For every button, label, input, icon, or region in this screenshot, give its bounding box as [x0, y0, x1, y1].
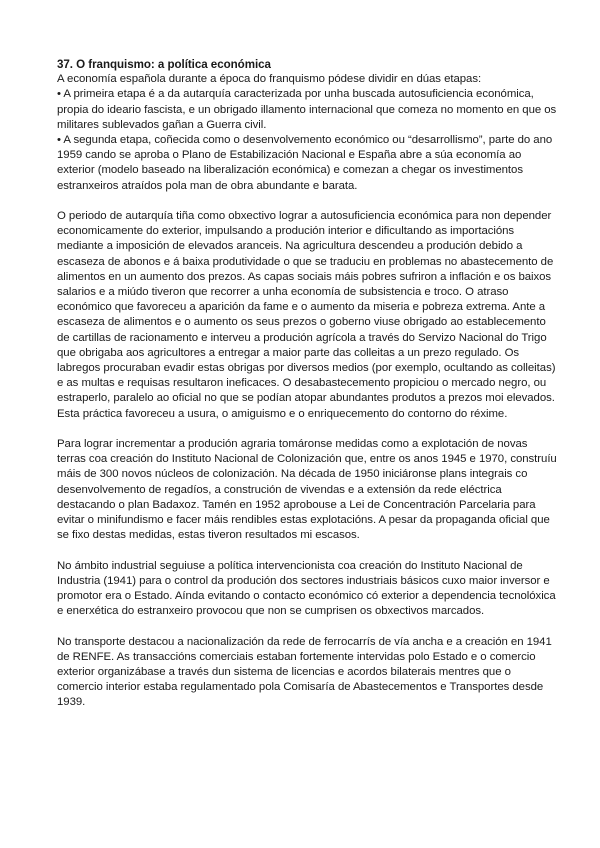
paragraph-gap [57, 194, 557, 209]
document-page [57, 57, 557, 711]
intro-text: A economía española durante a época do franquismo pódese dividir en dúas etapas: [57, 73, 482, 86]
bullet-item: • A primeira etapa é a da autarquía caracterizada por unha buscada autosuficiencia económica, propia do ideario fascista, e un obrigado illamento internacional que comeza no momento en que os militares sublevados gañan a Guerra civil. [57, 88, 557, 131]
document-title: 37. O franquismo: a política económica [57, 58, 271, 71]
paragraph-industria: No ámbito industrial seguiuse a política intervencionista coa creación do Instituto Nacional de Industria (1941) para o control da produción dos sectores industriais básicos cuxo maior inversor e promotor era o Estado. Aínda evitando o contacto económico có exterior a dependencia tecnolóxica e enerxética do estranxeiro provocou que non se cumprisen os obxectivos marcados. [57, 559, 556, 618]
paragraph-transporte: No transporte destacou a nacionalización da rede de ferrocarrís de vía ancha e a creación en 1941 de RENFE. As transaccións comerciais estaban fortemente intervidas polo Estado e o comercio exterior organizábase a través dun sistema de licencias e acordos bilaterais mentres que o comercio interior estaba regulamentado pola Comisaría de Abastecementos e Transportes desde 1939. [57, 635, 552, 709]
paragraph-gap [57, 619, 557, 634]
paragraph-agricultura: Para lograr incrementar a produción agraria tomáronse medidas como a explotación de novas terras coa creación do Instituto Nacional de Colonización que, entre os anos 1945 e 1970, construíu máis de 300 novos núcleos de colonización. Na década de 1950 iniciáronse plans integrais co desenvolvemento de regadíos, a construción de vivendas e a extensión da rede eléctrica destacando o plan Badaxoz. Tamén en 1952 aprobouse a Lei de Concentración Parcelaria para evitar o minifundismo e facer máis rendibles estas explotacións. A pesar da propaganda oficial que se fixo destas medidas, estas tiveron resultados mi escasos. [57, 438, 557, 542]
paragraph-gap [57, 422, 557, 437]
bullet-item: • A segunda etapa, coñecida como o desenvolvemento económico ou “desarrollismo”, parte do ano 1959 cando se aproba o Plano de Estabilización Nacional e España abre a súa economía ao exterior (modelo baseado na liberalización económica) e comezan a chegar os investimentos estranxeiros atraídos pola man de obra abundante e barata. [57, 134, 553, 192]
paragraph-gap [57, 543, 557, 558]
paragraph-autarquia: O periodo de autarquía tiña como obxectivo lograr a autosuficiencia económica para non depender economicamente do exterior, impulsando a produción interior e dificultando as importacións mediante a imposición de elevados aranceis. Na agricultura descendeu a produción debido a escaseza de abonos e á baixa produtividade o que se traduciu en problemas no abastecemento de alimentos en un aumento dos prezos. As capas sociais máis pobres sufriron a inflación e os baixos salarios e a miúdo tiveron que recorrer a unha economía de subsistencia e troco. O atraso económico que favoreceu a aparición da fame e o aumento da miseria e pobreza extrema. Ante a escaseza de alimentos e o aumento os seus prezos o goberno viuse obrigado ao establecemento de cartillas de racionamento e interveu a produción agrícola a través do Servizo Nacional do Trigo que obrigaba aos agricultores a entregar a maior parte das colleitas a un prezo regulado. Os labregos procuraban evadir estas obrigas por diversos medios (por exemplo, ocultando as colleitas) e as multas e requisas resultaron ineficaces. O desabastecemento propiciou o mercado negro, ou estraperlo, paralelo ao oficial no que se podían atopar abundantes produtos a prezos moi elevados. Esta práctica favoreceu a usura, o amiguismo e o enriquecemento do contorno do réxime. [57, 210, 556, 420]
